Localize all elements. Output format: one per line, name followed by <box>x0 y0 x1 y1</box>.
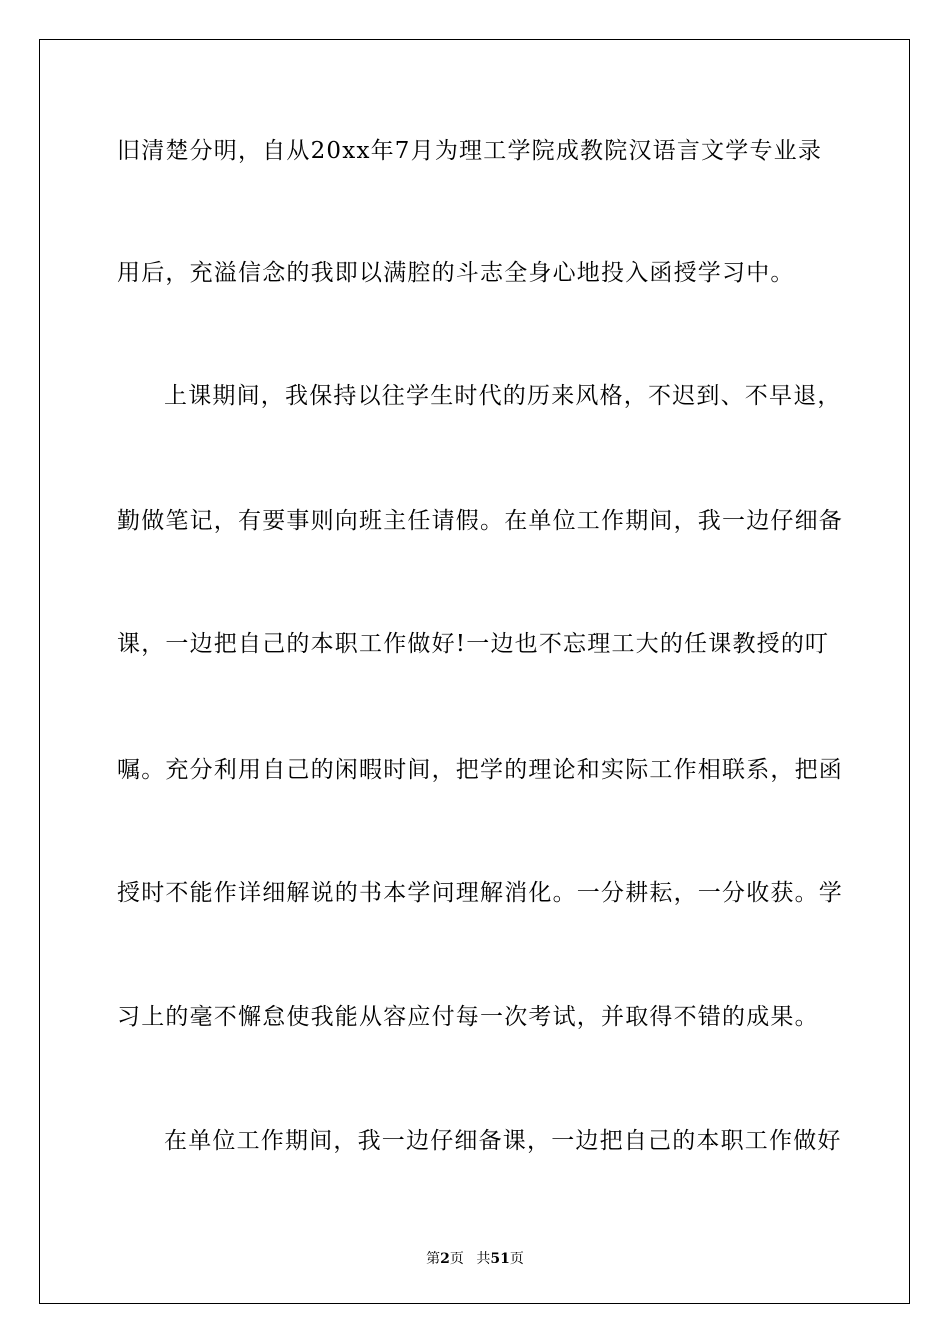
page-suffix: 页 <box>449 1251 464 1267</box>
text-line-3: 上课期间，我保持以往学生时代的历来风格，不迟到、不早退， <box>164 383 842 409</box>
page-footer <box>0 1250 950 1268</box>
text-line-8: 习上的毫不懈怠使我能从容应付每一次考试，并取得不错的成果。 <box>117 1004 819 1030</box>
text-line-2: 用后，充溢信念的我即以满腔的斗志全身心地投入函授学习中。 <box>117 260 795 286</box>
total-pages: 51 <box>490 1251 510 1267</box>
page-prefix: 第 <box>426 1251 441 1267</box>
text-line-9: 在单位工作期间，我一边仔细备课，一边把自己的本职工作做好 <box>164 1128 842 1154</box>
text-line-1: 旧清楚分明，自从20xx年7月为理工学院成教院汉语言文学专业录 <box>117 138 823 164</box>
total-suffix: 页 <box>509 1251 524 1267</box>
total-prefix: 共 <box>476 1251 491 1267</box>
text-line-7: 授时不能作详细解说的书本学问理解消化。一分耕耘，一分收获。学 <box>117 880 843 906</box>
text-line-5: 课，一边把自己的本职工作做好!一边也不忘理工大的任课教授的叮 <box>117 631 830 657</box>
total-pages-indicator <box>476 1251 523 1267</box>
text-line-6: 嘱。充分利用自己的闲暇时间，把学的理论和实际工作相联系，把函 <box>117 757 843 783</box>
page-indicator <box>426 1251 464 1267</box>
page-number: 2 <box>440 1251 450 1267</box>
page-border <box>39 39 910 1304</box>
text-line-4: 勤做笔记，有要事则向班主任请假。在单位工作期间，我一边仔细备 <box>117 508 843 534</box>
